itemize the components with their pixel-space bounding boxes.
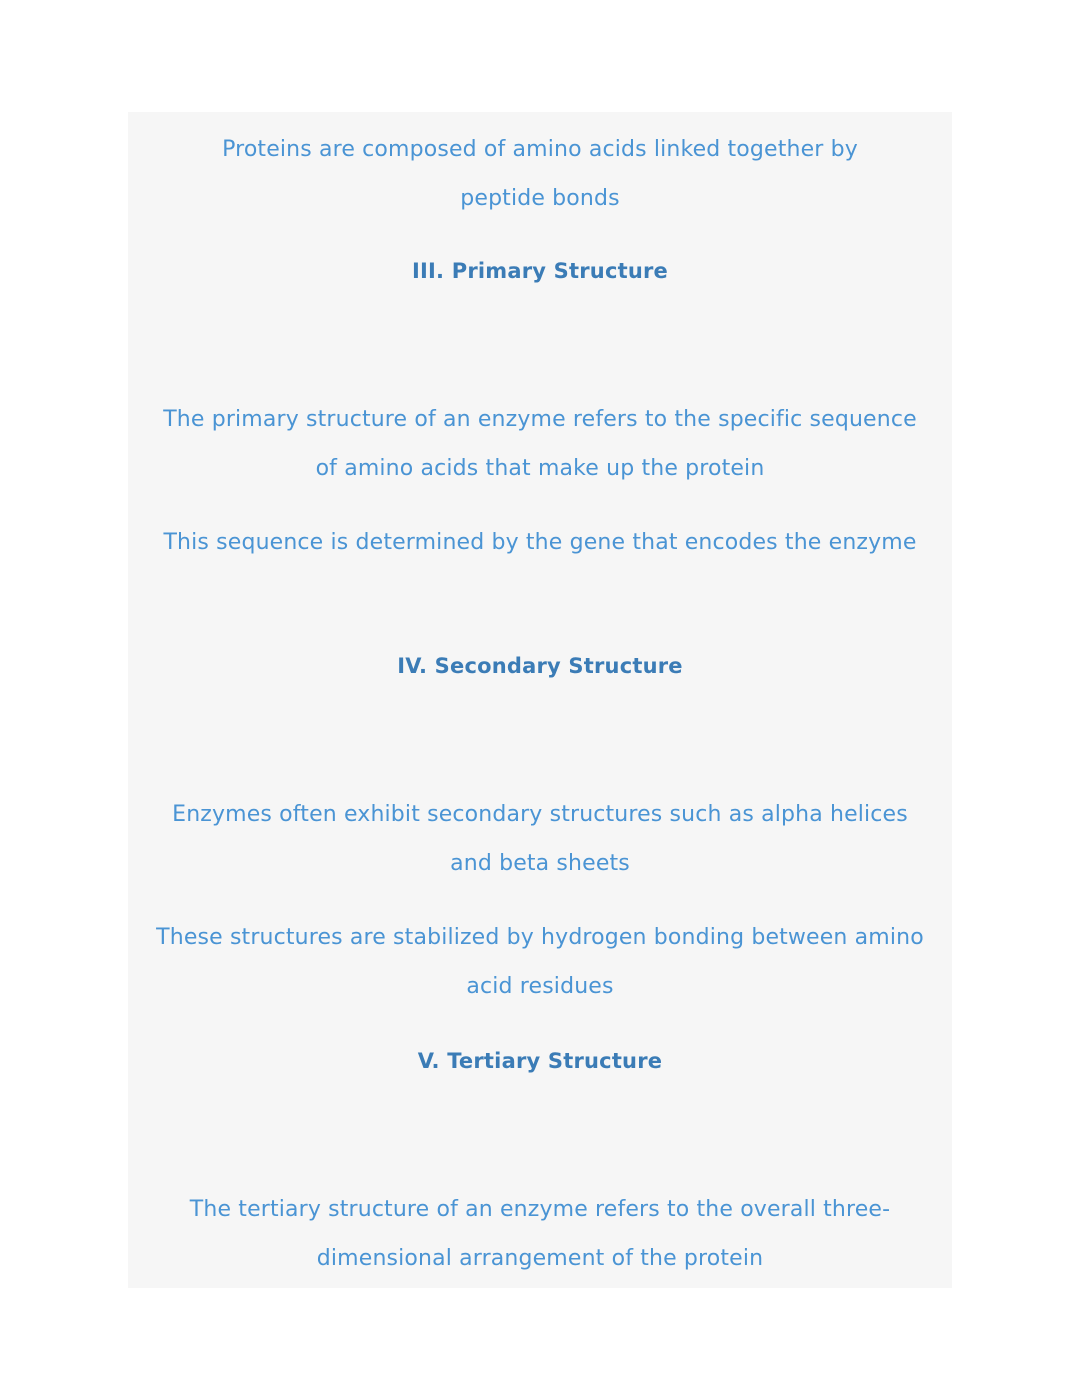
heading-primary-structure xyxy=(128,247,952,296)
paragraph-secondary-structure-types xyxy=(128,791,952,888)
paragraph-text: Enzymes often exhibit secondary structures such as alpha helices and beta sheets xyxy=(172,802,908,876)
heading-tertiary-structure xyxy=(128,1037,952,1086)
paragraph-text: The primary structure of an enzyme refers to the specific sequence of amino acids that make up the protein xyxy=(163,407,917,481)
document-text-body xyxy=(128,112,952,1288)
paragraph-tertiary-structure-definition xyxy=(128,1186,952,1283)
paragraph-intro xyxy=(128,126,952,223)
heading-secondary-structure xyxy=(128,642,952,691)
heading-text: IV. Secondary Structure xyxy=(397,654,683,678)
heading-text: V. Tertiary Structure xyxy=(417,1049,663,1073)
paragraph-primary-structure-definition xyxy=(128,396,952,493)
paragraph-secondary-structure-stability xyxy=(128,914,952,1011)
paragraph-text: Proteins are composed of amino acids linked together by peptide bonds xyxy=(222,137,858,211)
document-content-panel xyxy=(128,112,952,1288)
paragraph-primary-structure-gene xyxy=(128,519,952,568)
paragraph-text: These structures are stabilized by hydrogen bonding between amino acid residues xyxy=(156,925,924,999)
paragraph-text: This sequence is determined by the gene that encodes the enzyme xyxy=(163,530,917,555)
paragraph-text: The tertiary structure of an enzyme refers to the overall three-dimensional arrangement of the protein xyxy=(189,1197,891,1271)
heading-text: III. Primary Structure xyxy=(412,259,668,283)
